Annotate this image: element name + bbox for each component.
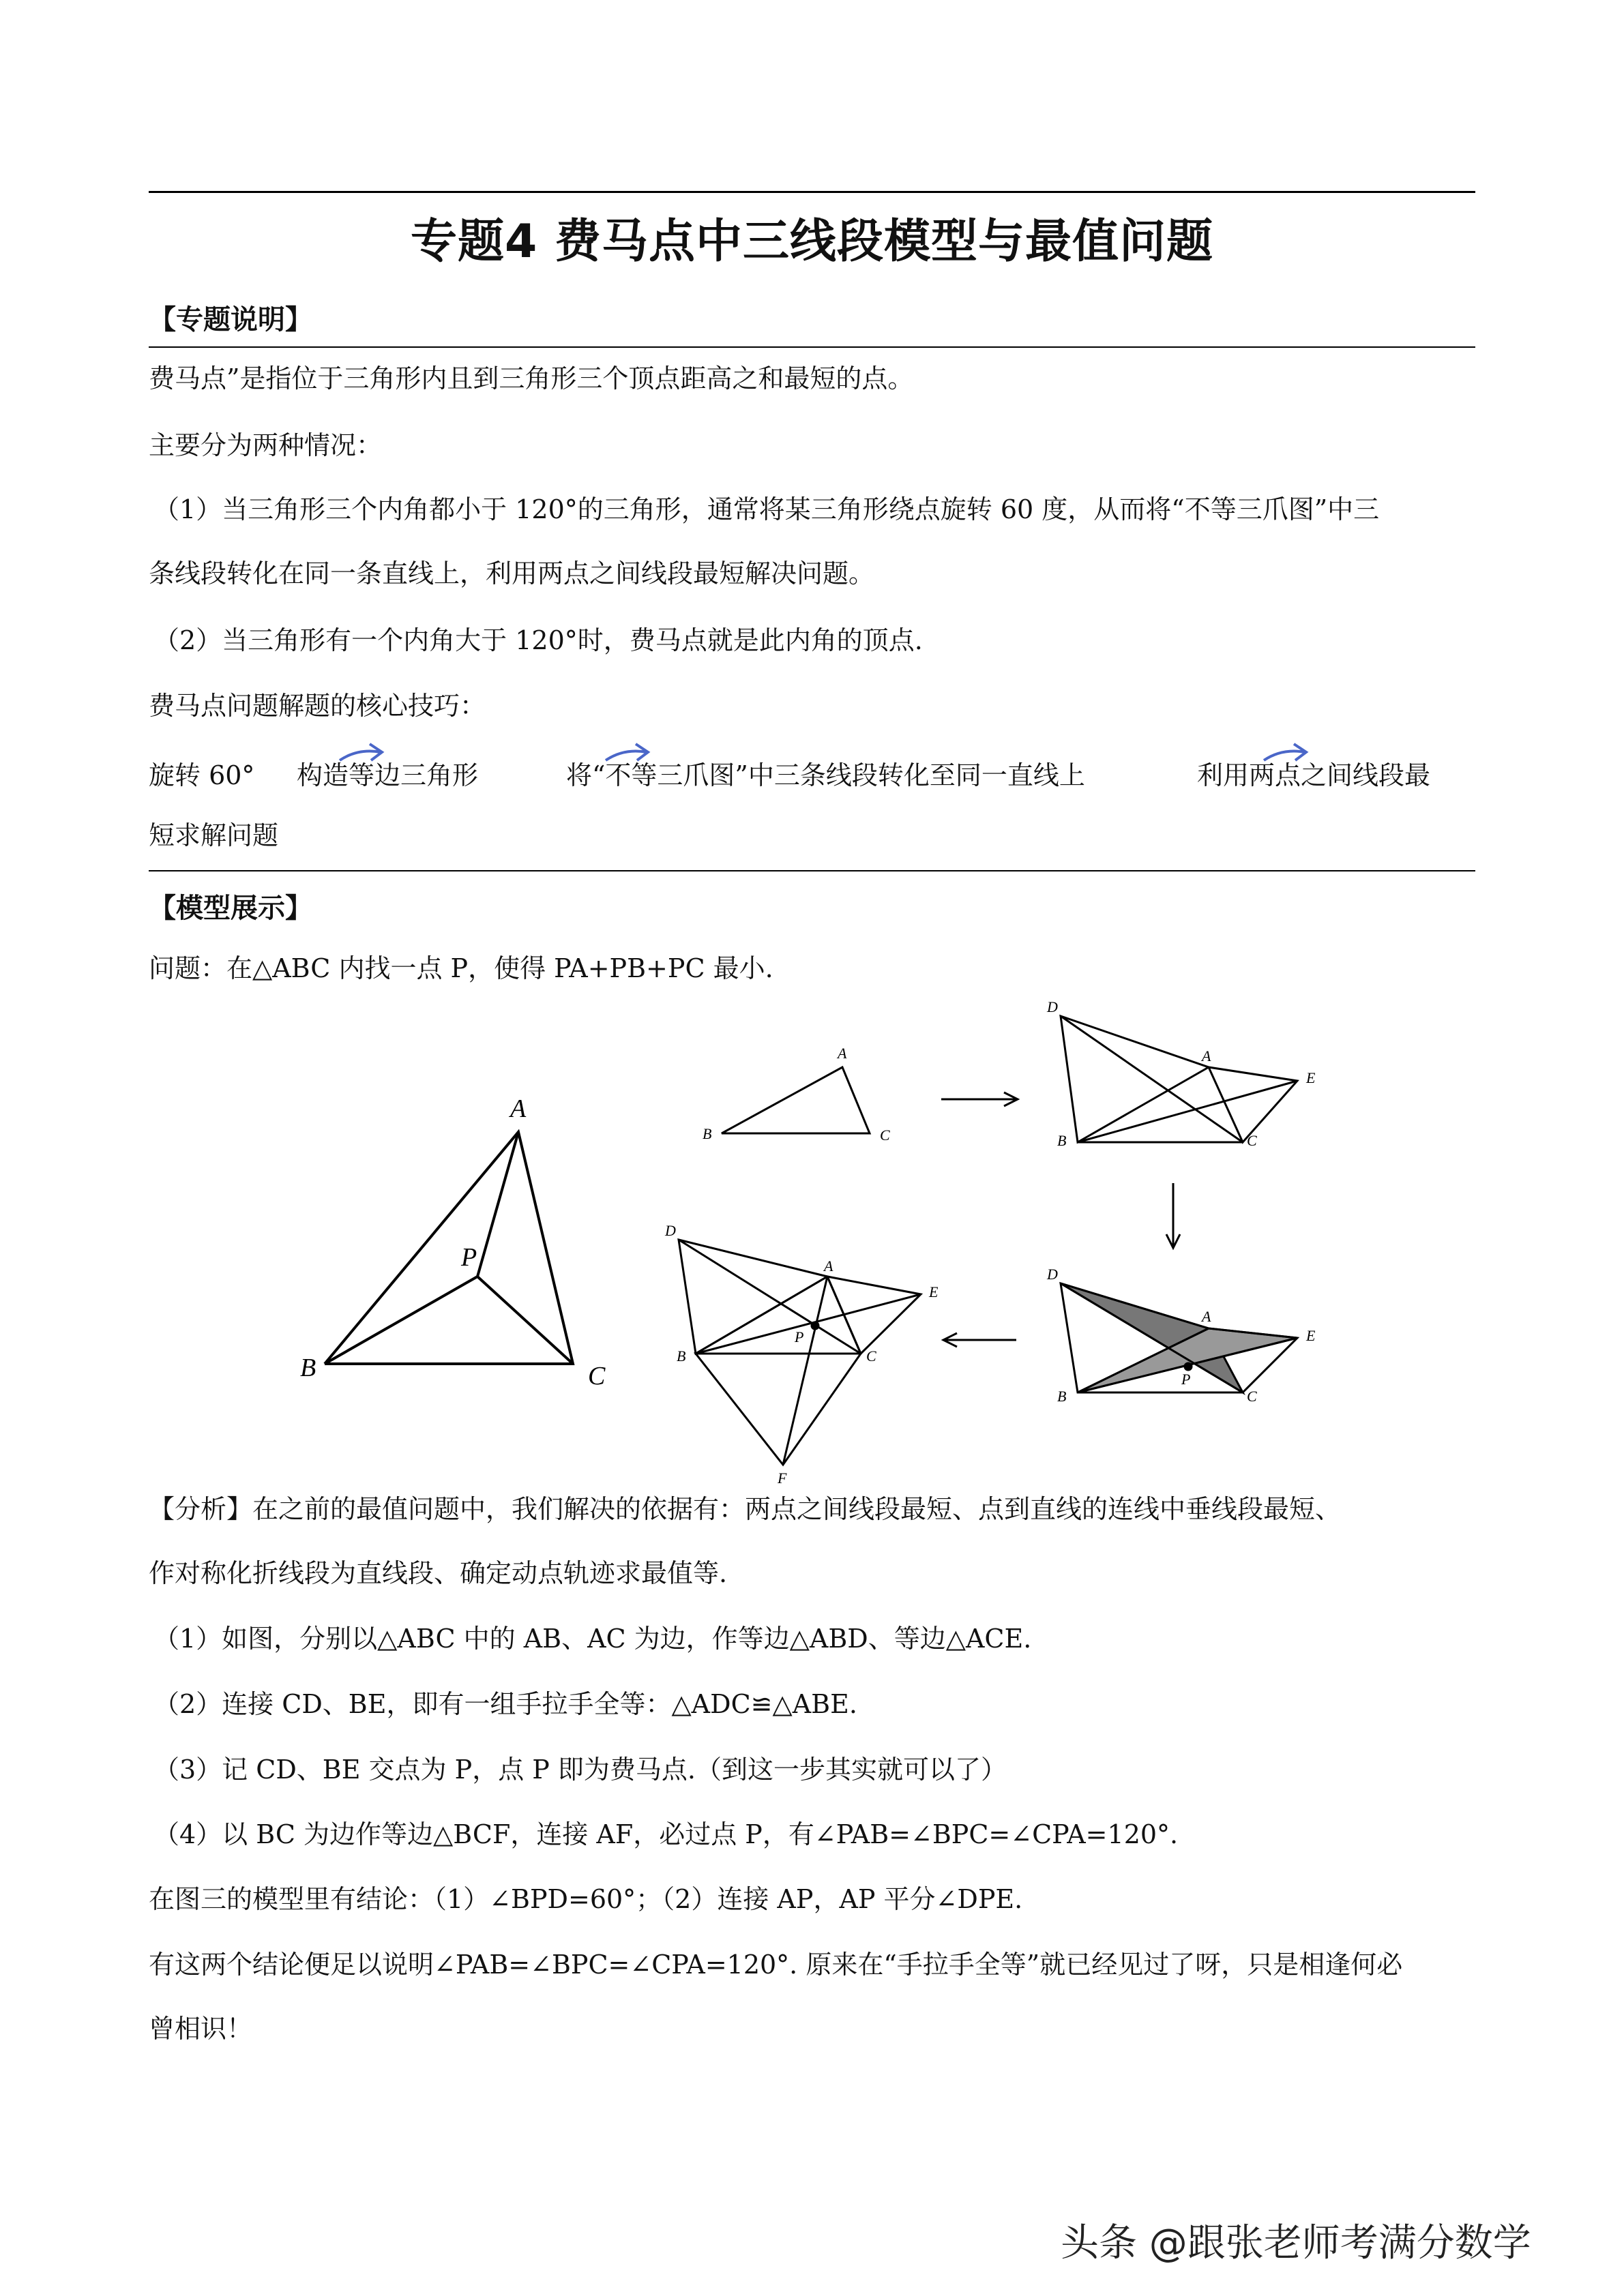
fig3-label-D: D — [1047, 998, 1058, 1015]
fig5-label-B: B — [677, 1347, 686, 1365]
skills-tail: 短求解问题 — [149, 820, 279, 850]
figure-small-triangle — [722, 1067, 870, 1133]
fig5-label-E: E — [929, 1283, 939, 1300]
fig5-label-C: C — [866, 1347, 876, 1365]
figure-equilateral-construction — [1061, 1016, 1297, 1142]
skill-1: 旋转 60° — [149, 760, 255, 790]
page-title: 专题4 费马点中三线段模型与最值问题 — [411, 215, 1213, 269]
fig1-label-A: A — [510, 1094, 527, 1123]
section-explanation-heading: 【专题说明】 — [149, 304, 312, 336]
arrow-down-icon — [1166, 1183, 1180, 1248]
fig5-label-F: F — [778, 1470, 787, 1487]
fig3-label-A: A — [1202, 1047, 1211, 1064]
analysis-p6: 在图三的模型里有结论：（1）∠BPD=60°；（2）连接 AP，AP 平分∠DPE. — [149, 1884, 1023, 1914]
fig3-label-E: E — [1306, 1069, 1316, 1086]
section-model-heading: 【模型展示】 — [149, 893, 312, 924]
skill-2: 构造等边三角形 — [297, 760, 479, 790]
footer-watermark: 头条 @跟张老师考满分数学 — [1061, 2221, 1531, 2265]
fig1-label-B: B — [300, 1354, 316, 1382]
analysis-p3: （2）连接 CD、BE，即有一组手拉手全等：△ADC≌△ABE. — [153, 1689, 857, 1719]
fig4-label-P: P — [1181, 1371, 1191, 1388]
fig1-label-C: C — [588, 1362, 606, 1390]
model-question: 问题：在△ABC 内找一点 P，使得 PA+PB+PC 最小. — [149, 953, 773, 983]
analysis-p4: （3）记 CD、BE 交点为 P，点 P 即为费马点.（到这一步其实就可以了） — [153, 1755, 1007, 1785]
explanation-p5: 费马点问题解题的核心技巧： — [149, 691, 486, 721]
fig2-label-C: C — [880, 1127, 890, 1144]
analysis-p7a: 有这两个结论便足以说明∠PAB=∠BPC=∠CPA=120°. 原来在“手拉手全等”就已经见过了呀，只是相逢何必 — [149, 1950, 1403, 1980]
explanation-p4: （2）当三角形有一个内角大于 120°时，费马点就是此内角的顶点. — [153, 625, 923, 655]
explanation-p3a: （1）当三角形三个内角都小于 120°的三角形，通常将某三角形绕点旋转 60 度，从而将“不等三爪图”中三 — [153, 494, 1380, 524]
fig5-label-D: D — [665, 1222, 676, 1239]
analysis-p5: （4）以 BC 为边作等边△BCF，连接 AF，必过点 P，有∠PAB=∠BPC=∠CPA=120°. — [153, 1819, 1179, 1849]
explanation-p2: 主要分为两种情况： — [149, 430, 383, 460]
analysis-p1a: 【分析】在之前的最值问题中，我们解决的依据有：两点之间线段最短、点到直线的连线中垂线段最短、 — [149, 1494, 1342, 1524]
arrow-left-icon — [943, 1333, 1016, 1347]
fig4-label-E: E — [1306, 1327, 1316, 1344]
fig5-label-A: A — [824, 1257, 833, 1274]
analysis-p2: （1）如图，分别以△ABC 中的 AB、AC 为边，作等边△ABD、等边△ACE. — [153, 1624, 1032, 1654]
fig5-label-P: P — [795, 1328, 804, 1345]
explanation-p1: 费马点”是指位于三角形内且到三角形三个顶点距高之和最短的点。 — [149, 363, 914, 393]
fig4-label-A: A — [1202, 1308, 1211, 1325]
fig3-label-C: C — [1247, 1132, 1257, 1149]
fig3-label-B: B — [1057, 1132, 1067, 1149]
arrow-right-icon — [941, 1092, 1018, 1106]
fig4-label-B: B — [1057, 1388, 1067, 1405]
analysis-p1b: 作对称化折线段为直线段、确定动点轨迹求最值等. — [149, 1558, 728, 1588]
fig1-label-P: P — [461, 1243, 477, 1272]
figure-full-construction — [679, 1240, 921, 1465]
skill-3: 将“不等三爪图”中三条线段转化至同一直线上 — [566, 760, 1085, 790]
skill-4: 利用两点之间线段最 — [1197, 760, 1431, 790]
figure-main-triangle — [325, 1132, 573, 1364]
fig2-label-B: B — [703, 1125, 712, 1142]
fig4-label-D: D — [1047, 1266, 1058, 1283]
fig2-label-A: A — [838, 1045, 847, 1062]
figure-shaded-hand-in-hand — [1061, 1283, 1297, 1392]
analysis-p7b: 曾相识！ — [149, 2014, 253, 2044]
explanation-p3b: 条线段转化在同一条直线上，利用两点之间线段最短解决问题。 — [149, 558, 875, 588]
fig4-label-C: C — [1247, 1388, 1257, 1405]
